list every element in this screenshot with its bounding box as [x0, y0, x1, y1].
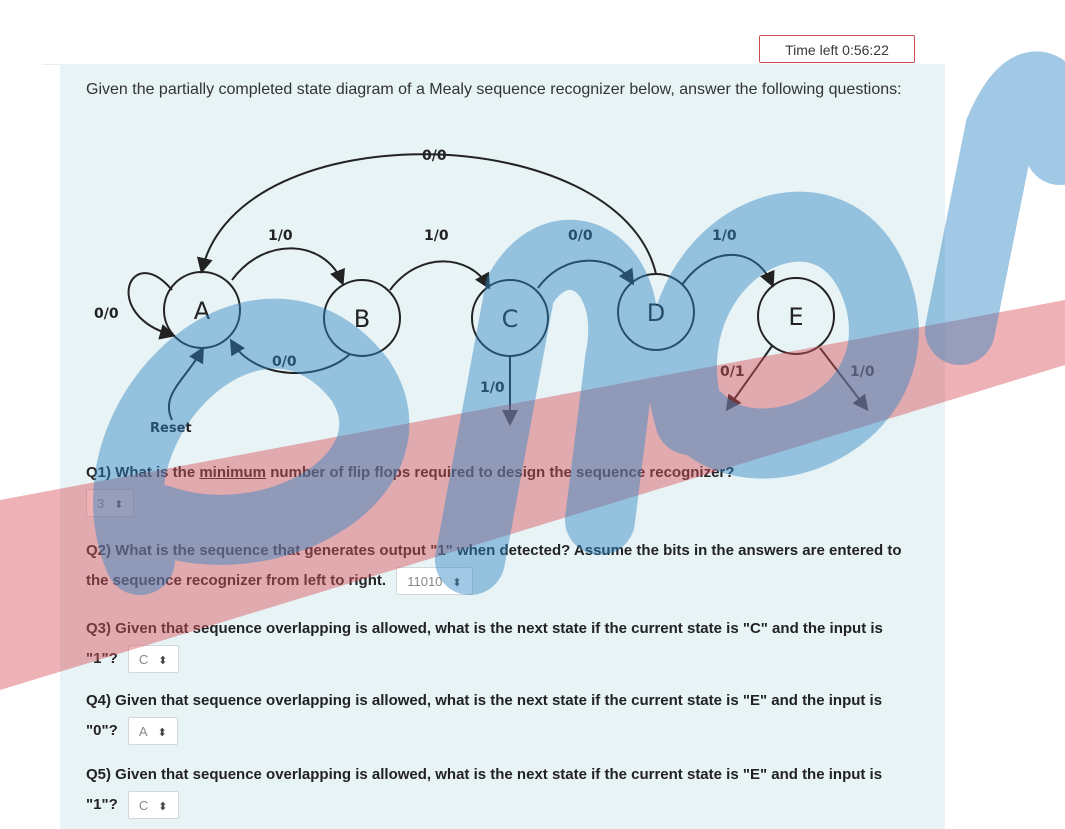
q3-answer-value: C: [138, 652, 149, 668]
label-c-out: 1/0: [480, 380, 505, 396]
label-e-out1: 1/0: [850, 364, 875, 380]
time-left-indicator: Time left 0:56:22: [759, 35, 915, 63]
label-a-self: 0/0: [94, 306, 119, 322]
q2-text: Q2) What is the sequence that generates output "1" when detected? Assume the bits in the answers are entered to the sequence recognizer from left to right.: [86, 542, 902, 589]
edge-d-a: [202, 154, 656, 274]
label-b-a: 0/0: [272, 354, 297, 370]
q1-answer-value: 3: [97, 496, 105, 512]
label-d-e: 1/0: [712, 228, 737, 244]
q2-answer-select[interactable]: [396, 567, 472, 595]
edge-d-e: [682, 255, 772, 285]
label-e-out0: 0/1: [720, 364, 745, 380]
q2-answer-value: 11010: [407, 574, 443, 590]
q1-text-underlined: minimum: [199, 464, 267, 481]
question-intro: Given the partially completed state diagram of a Mealy sequence recognizer below, answer the following questions:: [86, 81, 902, 98]
select-arrow-icon: ⬍: [158, 655, 168, 668]
q5-answer-select[interactable]: [128, 791, 179, 819]
q4-text: Q4) Given that sequence overlapping is allowed, what is the next state if the current state is "E" and the input is "0"?: [86, 692, 883, 739]
state-b-label: B: [353, 305, 371, 333]
select-arrow-icon: ⬍: [157, 727, 167, 740]
state-d-label: D: [646, 299, 666, 327]
q1-text-pre: Q1) What is the: [86, 464, 200, 481]
state-c-label: C: [501, 305, 519, 333]
edge-b-c: [390, 261, 488, 290]
label-c-d: 0/0: [568, 228, 593, 244]
question-4: [86, 686, 906, 746]
q3-answer-select[interactable]: [128, 645, 179, 673]
q4-answer-select[interactable]: [128, 717, 178, 745]
label-d-a: 0/0: [422, 148, 447, 164]
question-3: [86, 614, 906, 674]
q1-text-post: number of flip flops required to design the sequence recognizer?: [266, 464, 735, 481]
edge-a-b: [232, 248, 342, 282]
edge-c-d: [538, 261, 632, 288]
question-5: [86, 760, 906, 820]
select-arrow-icon: ⬍: [114, 499, 124, 512]
question-1: [86, 458, 906, 518]
state-a-label: A: [193, 297, 211, 325]
q4-answer-value: A: [138, 724, 148, 740]
q5-answer-value: C: [138, 798, 149, 814]
reset-arrow: [169, 350, 202, 420]
q1-answer-select[interactable]: [86, 489, 134, 517]
label-reset: Reset: [150, 421, 192, 436]
label-a-b: 1/0: [268, 228, 293, 244]
label-b-c: 1/0: [424, 228, 449, 244]
select-arrow-icon: ⬍: [158, 801, 168, 814]
question-2: [86, 536, 906, 596]
state-diagram: [60, 130, 945, 450]
q3-text: Q3) Given that sequence overlapping is allowed, what is the next state if the current state is "C" and the input is "1"?: [86, 620, 883, 667]
state-e-label: E: [788, 303, 804, 331]
select-arrow-icon: ⬍: [452, 577, 462, 590]
q5-text: Q5) Given that sequence overlapping is allowed, what is the next state if the current state is "E" and the input is "1"?: [86, 766, 883, 813]
